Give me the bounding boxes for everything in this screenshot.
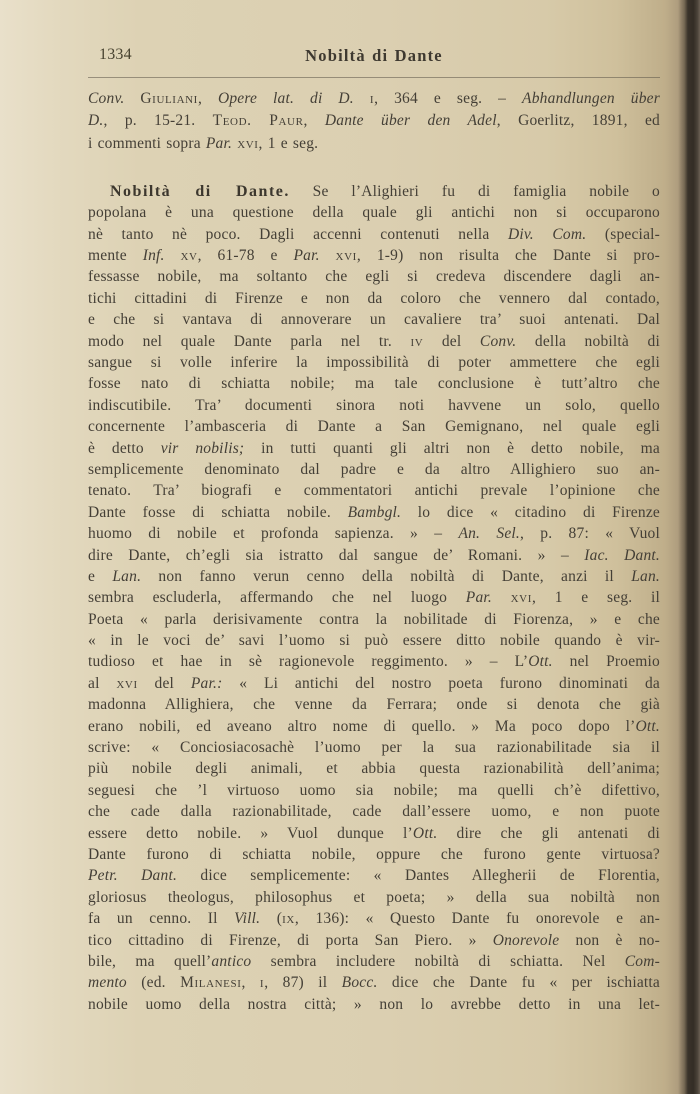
paragraph	[88, 181, 660, 1015]
text-run: ,	[197, 90, 218, 107]
text-run: Ott.	[635, 717, 660, 735]
text-run: del	[137, 674, 191, 692]
text-run: An. Sel.	[458, 525, 520, 543]
text-line	[88, 352, 660, 373]
text-run: , 1 e seg. il	[532, 589, 660, 607]
text-line	[88, 395, 660, 416]
text-run: della nobiltà di	[516, 332, 660, 350]
text-run: Bocc.	[341, 974, 378, 992]
text-run: xvi	[510, 589, 532, 607]
text-run: Com-	[624, 952, 660, 970]
text-run: mente	[88, 247, 143, 265]
text-run: , p. 87: « Vuol	[519, 525, 660, 543]
text-run: Lan.	[112, 567, 142, 585]
text-run: mento	[88, 974, 127, 992]
text-run: iv	[410, 332, 424, 350]
text-run: ,	[241, 974, 260, 992]
text-run	[320, 247, 336, 264]
text-line	[88, 673, 660, 694]
text-run: i	[369, 90, 375, 107]
running-title: Nobiltà di Dante	[305, 46, 443, 65]
text-run: xv	[180, 247, 198, 265]
text-line	[88, 908, 660, 929]
text-line	[88, 133, 660, 155]
text-run: concernente l’ambasceria di Dante a San Gemignano, nel quale egli	[88, 418, 660, 436]
text-run: , 1 e seg.	[258, 134, 319, 152]
text-run: tenato. Tra’ biografi e commentatori antichi prevale l’opinione che	[88, 482, 660, 500]
text-run: Giuliani	[140, 90, 198, 107]
text-run: , 1-9) non risulta che Dante si pro-	[356, 247, 660, 265]
text-run: Dante über den Adel	[324, 112, 497, 130]
text-run: , 136): « Questo Dante fu onorevole e an-	[294, 910, 660, 928]
text-run: Petr. Dant.	[88, 867, 178, 885]
text-run: al	[88, 674, 117, 692]
text-run: Dante fosse di schiatta nobile.	[88, 503, 348, 521]
text-run	[354, 90, 370, 107]
text-line	[88, 844, 660, 865]
text-line	[88, 716, 660, 737]
text-run: erano nobili, ed aveano altro nome di quello. » Ma poco dopo l’	[88, 717, 636, 735]
text-line	[88, 951, 660, 972]
text-run: che cade dalla razionabilitade, cade dall’essere uomo, e non puote	[88, 803, 660, 821]
text-line	[88, 523, 660, 544]
text-run: Vill.	[234, 910, 261, 928]
text-run: Se l’Alighieri fu di famiglia nobile o	[289, 182, 660, 200]
text-run: xvi	[116, 674, 138, 692]
text-run: huomo di nobile et profonda sapienza. » –	[88, 525, 459, 543]
text-line	[88, 630, 660, 651]
text-run: Par.	[293, 247, 320, 265]
text-line	[88, 545, 660, 566]
text-run: Milanesi	[180, 974, 242, 992]
text-line	[88, 438, 660, 459]
text-line	[88, 88, 660, 110]
text-run: tico cittadino di Firenze, di porta San Piero. »	[88, 931, 493, 949]
text-run: più nobile degli animali, et abbia questa razionabilità dell’anima;	[88, 760, 660, 778]
text-run: Par.	[465, 589, 492, 607]
text-run: dice che Dante fu « per ischiatta	[377, 974, 660, 992]
text-run: dice semplicemente: « Dantes Allegherii de Florentia,	[177, 867, 660, 885]
header-rule	[88, 77, 660, 78]
text-run: sembra includere nobiltà di schiatta. Nel	[251, 952, 625, 970]
text-run: popolana è una questione della quale gli antichi non si occuparono	[88, 204, 660, 222]
text-run: scrive: « Conciosiacosachè l’uomo per la sua razionabilitade sia il	[88, 739, 660, 757]
text-run: , 87) il	[264, 974, 342, 992]
text-run: madonna Allighiera, che venne da Ferrara; onde si denota che già	[88, 696, 660, 714]
text-run: « Li antichi del nostro poeta furono dinominati da	[222, 674, 660, 692]
text-run: Div. Com.	[507, 225, 587, 243]
text-line	[88, 609, 660, 630]
text-run: fa un cenno. Il	[88, 910, 235, 928]
text-line	[88, 266, 660, 287]
text-run: tichi cittadini di Firenze e non da coloro che vennero dal contado,	[88, 289, 660, 307]
text-run: , 61-78 e	[197, 247, 294, 265]
text-line	[88, 181, 660, 202]
paragraphs-container	[88, 88, 660, 1015]
text-run: Inf.	[142, 247, 165, 265]
text-run: (ed.	[126, 974, 181, 992]
text-line	[88, 758, 660, 779]
text-run	[124, 90, 140, 107]
text-run: Par.	[205, 134, 233, 152]
book-edge-shadow	[678, 0, 700, 1094]
page-number: 1334	[99, 46, 132, 63]
text-line	[88, 459, 660, 480]
text-run: seguesi che ’l virtuoso uomo sia nobile; ma quelli ch’è difettivo,	[88, 781, 660, 799]
text-run: ,	[303, 112, 325, 130]
text-run: Ott.	[412, 824, 438, 842]
text-line	[88, 994, 660, 1015]
text-run: nobile uomo della nostra città; » non lo avrebbe detto in una let-	[88, 995, 660, 1013]
text-run: xvi	[335, 247, 357, 265]
text-line	[88, 480, 660, 501]
text-line	[88, 865, 660, 886]
text-run: e	[88, 567, 113, 585]
text-run: indiscutibile. Tra’ documenti sinora noti havvene un solo, quello	[88, 396, 660, 414]
text-line	[88, 245, 660, 266]
text-run: , p. 15-21.	[103, 112, 213, 130]
text-run: Conv.	[479, 332, 517, 350]
text-run: modo nel quale Dante parla nel tr.	[88, 332, 411, 350]
text-line	[88, 587, 660, 608]
text-line	[88, 110, 660, 132]
text-run: Bambgl.	[347, 503, 402, 521]
text-run: e che si vantava di annoverare un cavaliere tra’ suoi antenati. Dal	[88, 311, 660, 329]
text-run	[492, 589, 511, 606]
text-run: Teod. Paur	[212, 112, 304, 130]
text-run: Lan.	[631, 567, 660, 585]
text-line	[88, 502, 660, 523]
text-line	[88, 309, 660, 330]
text-line	[88, 887, 660, 908]
text-run: sangue si volle inferire la impossibilità di poter ammettere che egli	[88, 354, 660, 372]
text-run: i commenti sopra	[88, 134, 206, 152]
text-run: fosse nato di schiatta nobile; ma tale conclusione è tutt’altro che	[88, 375, 660, 393]
text-run: Opere lat. di D.	[217, 90, 354, 107]
page-header	[88, 46, 660, 70]
text-run: essere detto nobile. » Vuol dunque l’	[88, 824, 413, 842]
text-run: gloriosus theologus, philosophus et poeta; » della sua nobiltà non	[88, 888, 660, 906]
text-run: del	[423, 332, 480, 350]
text-line	[88, 331, 660, 352]
text-line	[88, 566, 660, 587]
text-line	[88, 288, 660, 309]
text-run: « in le voci de’ savi l’uomo si può essere ditto nobile quando è vir-	[88, 632, 660, 650]
text-line	[88, 780, 660, 801]
text-run: tudioso et hae in sè ragionevole reggimento. » – L’	[88, 653, 529, 671]
text-line	[88, 224, 660, 245]
text-run: (special-	[586, 225, 660, 243]
text-run: semplicemente denominato dal padre e da altro Allighiero suo an-	[88, 460, 660, 478]
text-run: Onorevole	[492, 931, 560, 949]
text-run: (	[260, 910, 283, 928]
text-run: , 364 e seg. –	[374, 90, 523, 107]
text-run: è detto	[88, 439, 161, 457]
text-run: Dante furono di schiatta nobile, oppure che furono gente virtuosa?	[88, 846, 660, 863]
text-line	[88, 694, 660, 715]
text-run: Ott.	[528, 653, 553, 671]
text-run: nel Proemio	[552, 653, 660, 671]
text-run: non è no-	[559, 931, 660, 949]
text-run: Abhandlungen über	[522, 90, 660, 107]
text-run: bile, ma quell’	[88, 952, 212, 970]
text-line	[88, 930, 660, 951]
text-line	[88, 823, 660, 844]
paragraph	[88, 88, 660, 155]
text-run: D.	[88, 112, 104, 130]
text-run: Par.:	[190, 674, 223, 692]
text-run: Nobiltà di Dante.	[110, 182, 290, 200]
text-run: vir nobilis;	[160, 439, 245, 457]
text-run: Iac. Dant.	[584, 546, 660, 564]
text-line	[88, 737, 660, 758]
text-run: , Goerlitz, 1891, ed	[496, 112, 660, 130]
text-line	[88, 416, 660, 437]
text-run: xvi	[237, 134, 259, 152]
text-line	[88, 972, 660, 993]
text-run: in tutti quanti gli altri non è detto nobile, ma	[244, 439, 660, 457]
text-run: ix	[282, 910, 295, 928]
text-run: Poeta « parla derisivamente contra la nobilitade di Fiorenza, » e che	[88, 610, 660, 628]
text-run: lo dice « citadino di Firenze	[401, 503, 660, 521]
text-line	[88, 801, 660, 822]
text-line	[88, 651, 660, 672]
text-run: Conv.	[88, 90, 125, 107]
text-run: dire Dante, ch’egli sia istratto dal sangue de’ Romani. » –	[88, 546, 585, 564]
text-block	[88, 46, 660, 1015]
text-run: non fanno verun cenno della nobiltà di Dante, anzi il	[141, 567, 632, 585]
text-run: i	[259, 974, 265, 992]
text-line	[88, 373, 660, 394]
text-run: sembra escluderla, affermando che nel luogo	[88, 589, 466, 607]
text-run: nè tanto nè poco. Dagli accenni contenuti nella	[88, 225, 508, 243]
text-run	[165, 247, 181, 264]
text-line	[88, 202, 660, 223]
text-run: dire che gli antenati di	[437, 824, 660, 842]
text-run: fessasse nobile, ma soltanto che egli si credeva discendere dagli an-	[88, 268, 660, 286]
text-run: antico	[211, 952, 252, 970]
